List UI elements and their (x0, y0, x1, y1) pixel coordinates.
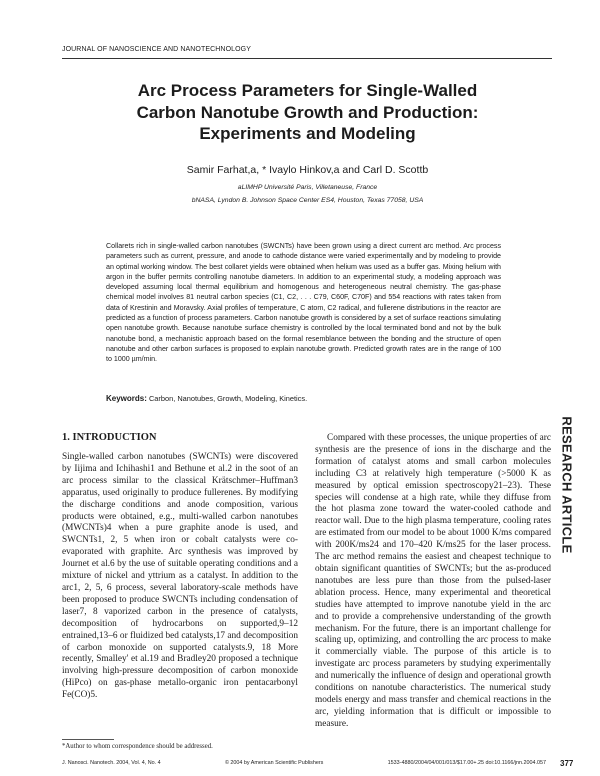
footer-copyright: © 2004 by American Scientific Publishers (224, 760, 324, 766)
side-tab-label: RESEARCH ARTICLE (559, 416, 575, 554)
keywords-label: Keywords: (106, 394, 147, 403)
page-number: 377 (560, 759, 574, 768)
section-heading: 1. INTRODUCTION (62, 432, 157, 443)
footnote-rule (62, 739, 114, 740)
title-line: Arc Process Parameters for Single-Walled (137, 81, 478, 100)
body-column-right (315, 433, 551, 731)
body-column-left (62, 452, 298, 702)
footer-doi: 1533-4880/2004/04/001/013/$17.00+.25 doi:10.1166/jnn.2004.057 (387, 760, 546, 766)
keywords-list: Carbon, Nanotubes, Growth, Modeling, Kinetics. (148, 394, 308, 403)
affiliation-a: aLIMHP Université Paris, Villetaneuse, France (237, 184, 378, 191)
title-line: Carbon Nanotube Growth and Production: (136, 102, 479, 122)
affiliation-b: bNASA, Lyndon B. Johnson Space Center ES4, Houston, Texas 77058, USA (191, 197, 424, 204)
abstract: Collarets rich in single-walled carbon nanotubes (SWCNTs) have been grown using a direct current arc method. Arc process parameters such as current, pressure, and anode to cathode distance were varied experimentally and by modeling to provide an optimal working window. The best collaret yields were obtained when helium was used as a buffer gas. Mixing helium with argon in the buffer permits controlling nanotube diameters. In addition to an experimental study, a modeling approach was developed assuming local thermal equilibrium and homogenous and heterogeneous neutral chemistry. The gas-phase chemical model involves 81 neutral carbon species (C1, C2, . . . C79, C60F, C70F) and 554 reactions with rates taken from data of Krestinin and Moravsky. Axial profiles of temperature, C atom, C2 radical, and fullerene distributions in the reactor are predicted as a function of process parameters. Carbon nanotube growth is considered by a set of surface reactions simulating open nanotube growth. Because nanotube surface chemistry is controlled by the local terminated bond and not by the bulk nanotube bond, a mechanistic approach based on the formal resemblance between the bonding and the structure of open nanotube and other carbon surfaces is proposed to explain nanotube growth. Predicted growth rates are in the range of 100 to 1000 µm/min. (106, 242, 501, 364)
section-side-tab (557, 416, 577, 554)
paragraph: Compared with these processes, the unique properties of arc synthesis are the presence of ions in the discharge and the formation of catalyst atoms and small carbon molecules including C3 at relatively high temperature (>5000 K as measured by optical emission spectroscopy21–23). These species will condense at a high rate, while they diffuse from the hot plasma zone toward the water-cooled cathode and reactor wall. Due to the high plasma temperature, cooling rates are estimated from our model to be about 1000 K/ms compared with 200K/ms24 and 170–420 K/ms25 for the laser process. The arc method remains the easiest and cheapest technique to obtain significant quantities of SWCNTs; but the as-produced nanotubes are less pure than those from the pulsed-laser ablation process. Hence, many experimental and theoretical studies have attempted to improve nanotube yield in the arc and to provide a comprehensive understanding of the growth mechanism. For the future, there is an important challenge for scaling up, optimizing, and controlling the arc process to make it commercially viable. The purpose of this article is to investigate arc process parameters by studying experimentally and numerically the influence of design and operational growth conditions on nanotube characteristics. The numerical study models energy and mass transfer and chemical reactions in the arc, yielding information that is difficult or impossible to measure. (315, 433, 551, 729)
journal-header: JOURNAL OF NANOSCIENCE AND NANOTECHNOLOGY (62, 46, 251, 53)
paragraph: Single-walled carbon nanotubes (SWCNTs) were discovered by Iijima and Ichihashi1 and Bethune et al.2 in the soot of an arc process similar to the classical Krätschmer–Huffman3 apparatus, used originally to produce fullerenes. By modifying the discharge conditions and anode composition, various products were obtained, e.g., multi-walled carbon nanotubes (MWCNTs)4 when a pure graphite anode is used, and SWCNTs1, 2, 5 when iron or cobalt catalysts were co-evaporated with graphite. Arc synthesis was improved by Journet et al.6 by the use of suitable operating conditions and a mixture of nickel and yttrium as a catalyst. In addition to the arc1, 2, 5, 6 process, several laboratory-scale methods have been proposed to produce SWCNTs including condensation of laser7, 8 vaporized carbon in the presence of catalysts, decomposition of hydrocarbons on supported,9–12 entrained,13–6 or fluidized bed catalysts,17 and decomposition of carbon monoxide on supported catalysts.9, 18 More recently, Smalley' et al.19 and Bradley20 proposed a technique involving high-pressure decomposition of carbon monoxide (HiPco) on gas-phase metallo-organic iron pentacarbonyl Fe(CO)5. (62, 452, 298, 701)
article-title (60, 80, 555, 145)
footnote: *Author to whom correspondence should be addressed. (62, 743, 213, 750)
title-line: Experiments and Modeling (199, 124, 416, 143)
header-rule (62, 58, 552, 59)
footer-citation: J. Nanosci. Nanotech. 2004, Vol. 4, No. 4 (62, 760, 161, 766)
keywords (106, 394, 501, 403)
author-list: Samir Farhat,a, * Ivaylo Hinkov,a and Carl D. Scottb (186, 164, 429, 176)
page-footer (62, 760, 546, 766)
